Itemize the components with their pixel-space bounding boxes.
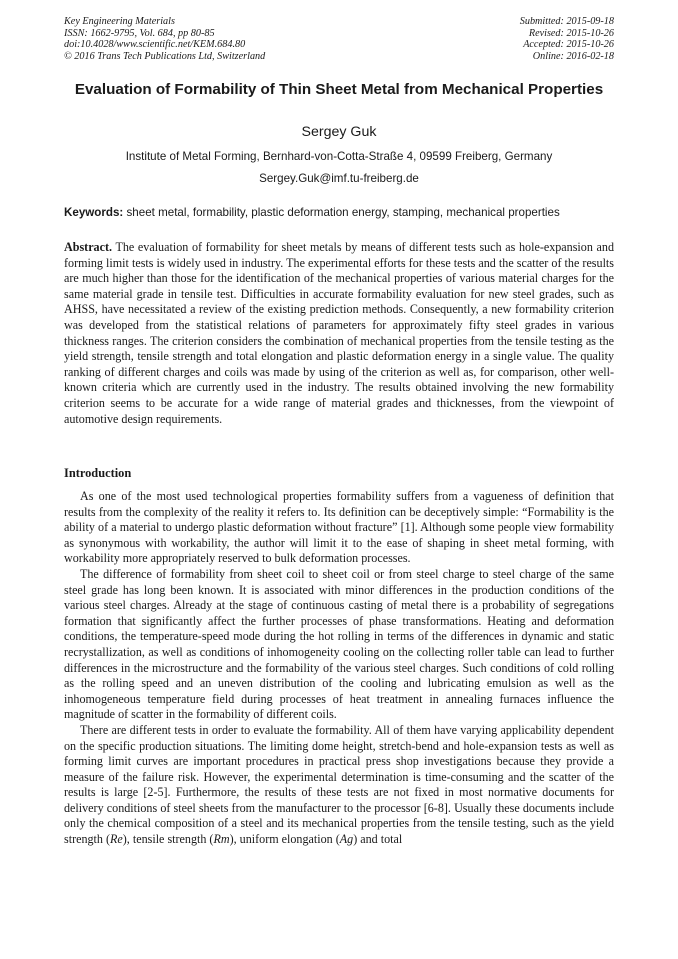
abstract-text: The evaluation of formability for sheet metals by means of different tests such as hole-expansion and forming limit tests is widely used in industry. The experimental efforts for these tests and the scatter of the results are much higher than those for the identification of the mechanical properties of various material charges for the same material grade in tensile test. Difficulties in accurate formability evaluation for new steel grades, such as AHSS, have necessitated a review of the existing prediction methods. Consequently, a new formability criterion was developed from the statistical relations of parameters for approximately fifty steel grades in various thickness ranges. The criterion considers the combination of mechanical properties from the tensile testing as the yield strength, tensile strength and total elongation and plastic deformation energy in a single value. The quality ranking of different charges and coils was made by using of the criterion as well as, for comparison, other well-known criteria which are currently used in the industry. The results obtained involving the new formability criterion seems to be accurate for a wide range of material grades and thicknesses, from the viewpoint of automotive design requirements. <box>64 240 614 426</box>
journal-header-left <box>64 16 265 62</box>
intro-paragraph-1: As one of the most used technological properties formability suffers from a vagueness of definition that results from the complexity of the reality it refers to. Its definition can be deceptively simple: “Formability is the ability of a material to undergo plastic deformation without fracture” [1]. Although some people view formability as synonymous with workability, the author will limit it to the ease of shaping in sheet metal forming, with workability more appropriately reserved to bulk deformation processes. <box>64 489 614 566</box>
journal-header-right <box>520 16 614 62</box>
author-name: Sergey Guk <box>301 124 377 140</box>
intro-paragraph-3 <box>64 723 614 848</box>
intro-paragraph-3-text-d: ) and total <box>353 832 403 847</box>
symbol-tensile-strength: Rm <box>213 832 230 847</box>
journal-name: Key Engineering Materials <box>64 16 175 27</box>
revised-date: Revised: 2015-10-26 <box>528 27 614 39</box>
copyright-line: © 2016 Trans Tech Publications Ltd, Switzerland <box>64 50 266 62</box>
submitted-date: Submitted: 2015-09-18 <box>519 16 614 27</box>
keywords-label: Keywords: <box>64 206 124 219</box>
intro-paragraph-3-text-b: ), tensile strength ( <box>122 832 214 847</box>
symbol-uniform-elongation: Ag <box>339 832 354 847</box>
paper-title: Evaluation of Formability of Thin Sheet Metal from Mechanical Properties <box>74 81 604 98</box>
abstract-label: Abstract. <box>64 240 113 254</box>
author-email: Sergey.Guk@imf.tu-freiberg.de <box>259 172 419 185</box>
intro-paragraph-2: The difference of formability from sheet coil to sheet coil or from steel charge to steel charge of the same steel grade has long been known. It is associated with minor differences in the production conditions of the various steel charges. Already at the stage of continuous casting of metal there is a probability of segregations formation that significantly affect the further processes of phase transformations. Heating and deformation conditions, the temperature-speed mode during the hot rolling in terms of the differences in dynamic and static recrystallization, as well as conditions of inhomogeneity cooling on the collecting roller table can lead to further differences in the microstructure and the formability of the various steel charges. Such conditions of cold rolling as the rolling speed and an uneven distribution of the cooling and lubricating emulsion as well as the inhomogeneous temperature field during processes of heat treatment in annealing furnaces influence the magnitude of scatter in the formability of different coils. <box>64 566 614 722</box>
online-date: Online: 2016-02-18 <box>532 50 614 62</box>
intro-paragraph-3-text-a: There are different tests in order to evaluate the formability. All of them have varying applicability dependent on the specific production situations. The limiting dome height, stretch-bend and hole-expansion tests as well as forming limit curves are important procedures in practical press shop investigations because they provide a measure of the failure risk. However, the experimental determination is time-consuming and the scatter of the results is large [2-5]. Furthermore, the results of these tests are not fixed in most normative documents for delivery conditions of steel sheets from the manufacturer to the processor [6-8]. Usually these documents include only the chemical composition of a steel and its mechanical properties from the tensile testing, such as the yield strength ( <box>64 722 614 847</box>
affiliation: Institute of Metal Forming, Bernhard-von-Cotta-Straße 4, 09599 Freiberg, Germany <box>125 150 553 163</box>
introduction-body <box>64 489 614 848</box>
accepted-date: Accepted: 2015-10-26 <box>523 39 614 51</box>
intro-paragraph-3-text-c: ), uniform elongation ( <box>229 832 340 847</box>
issn-line: ISSN: 1662-9795, Vol. 684, pp 80-85 <box>64 27 215 39</box>
doi-line: doi:10.4028/www.scientific.net/KEM.684.80 <box>64 39 246 51</box>
keywords <box>64 206 624 219</box>
section-heading-introduction: Introduction <box>64 466 132 480</box>
symbol-yield-strength: Re <box>110 832 123 847</box>
abstract <box>64 240 614 427</box>
keywords-text: sheet metal, formability, plastic deformation energy, stamping, mechanical properties <box>123 206 560 219</box>
